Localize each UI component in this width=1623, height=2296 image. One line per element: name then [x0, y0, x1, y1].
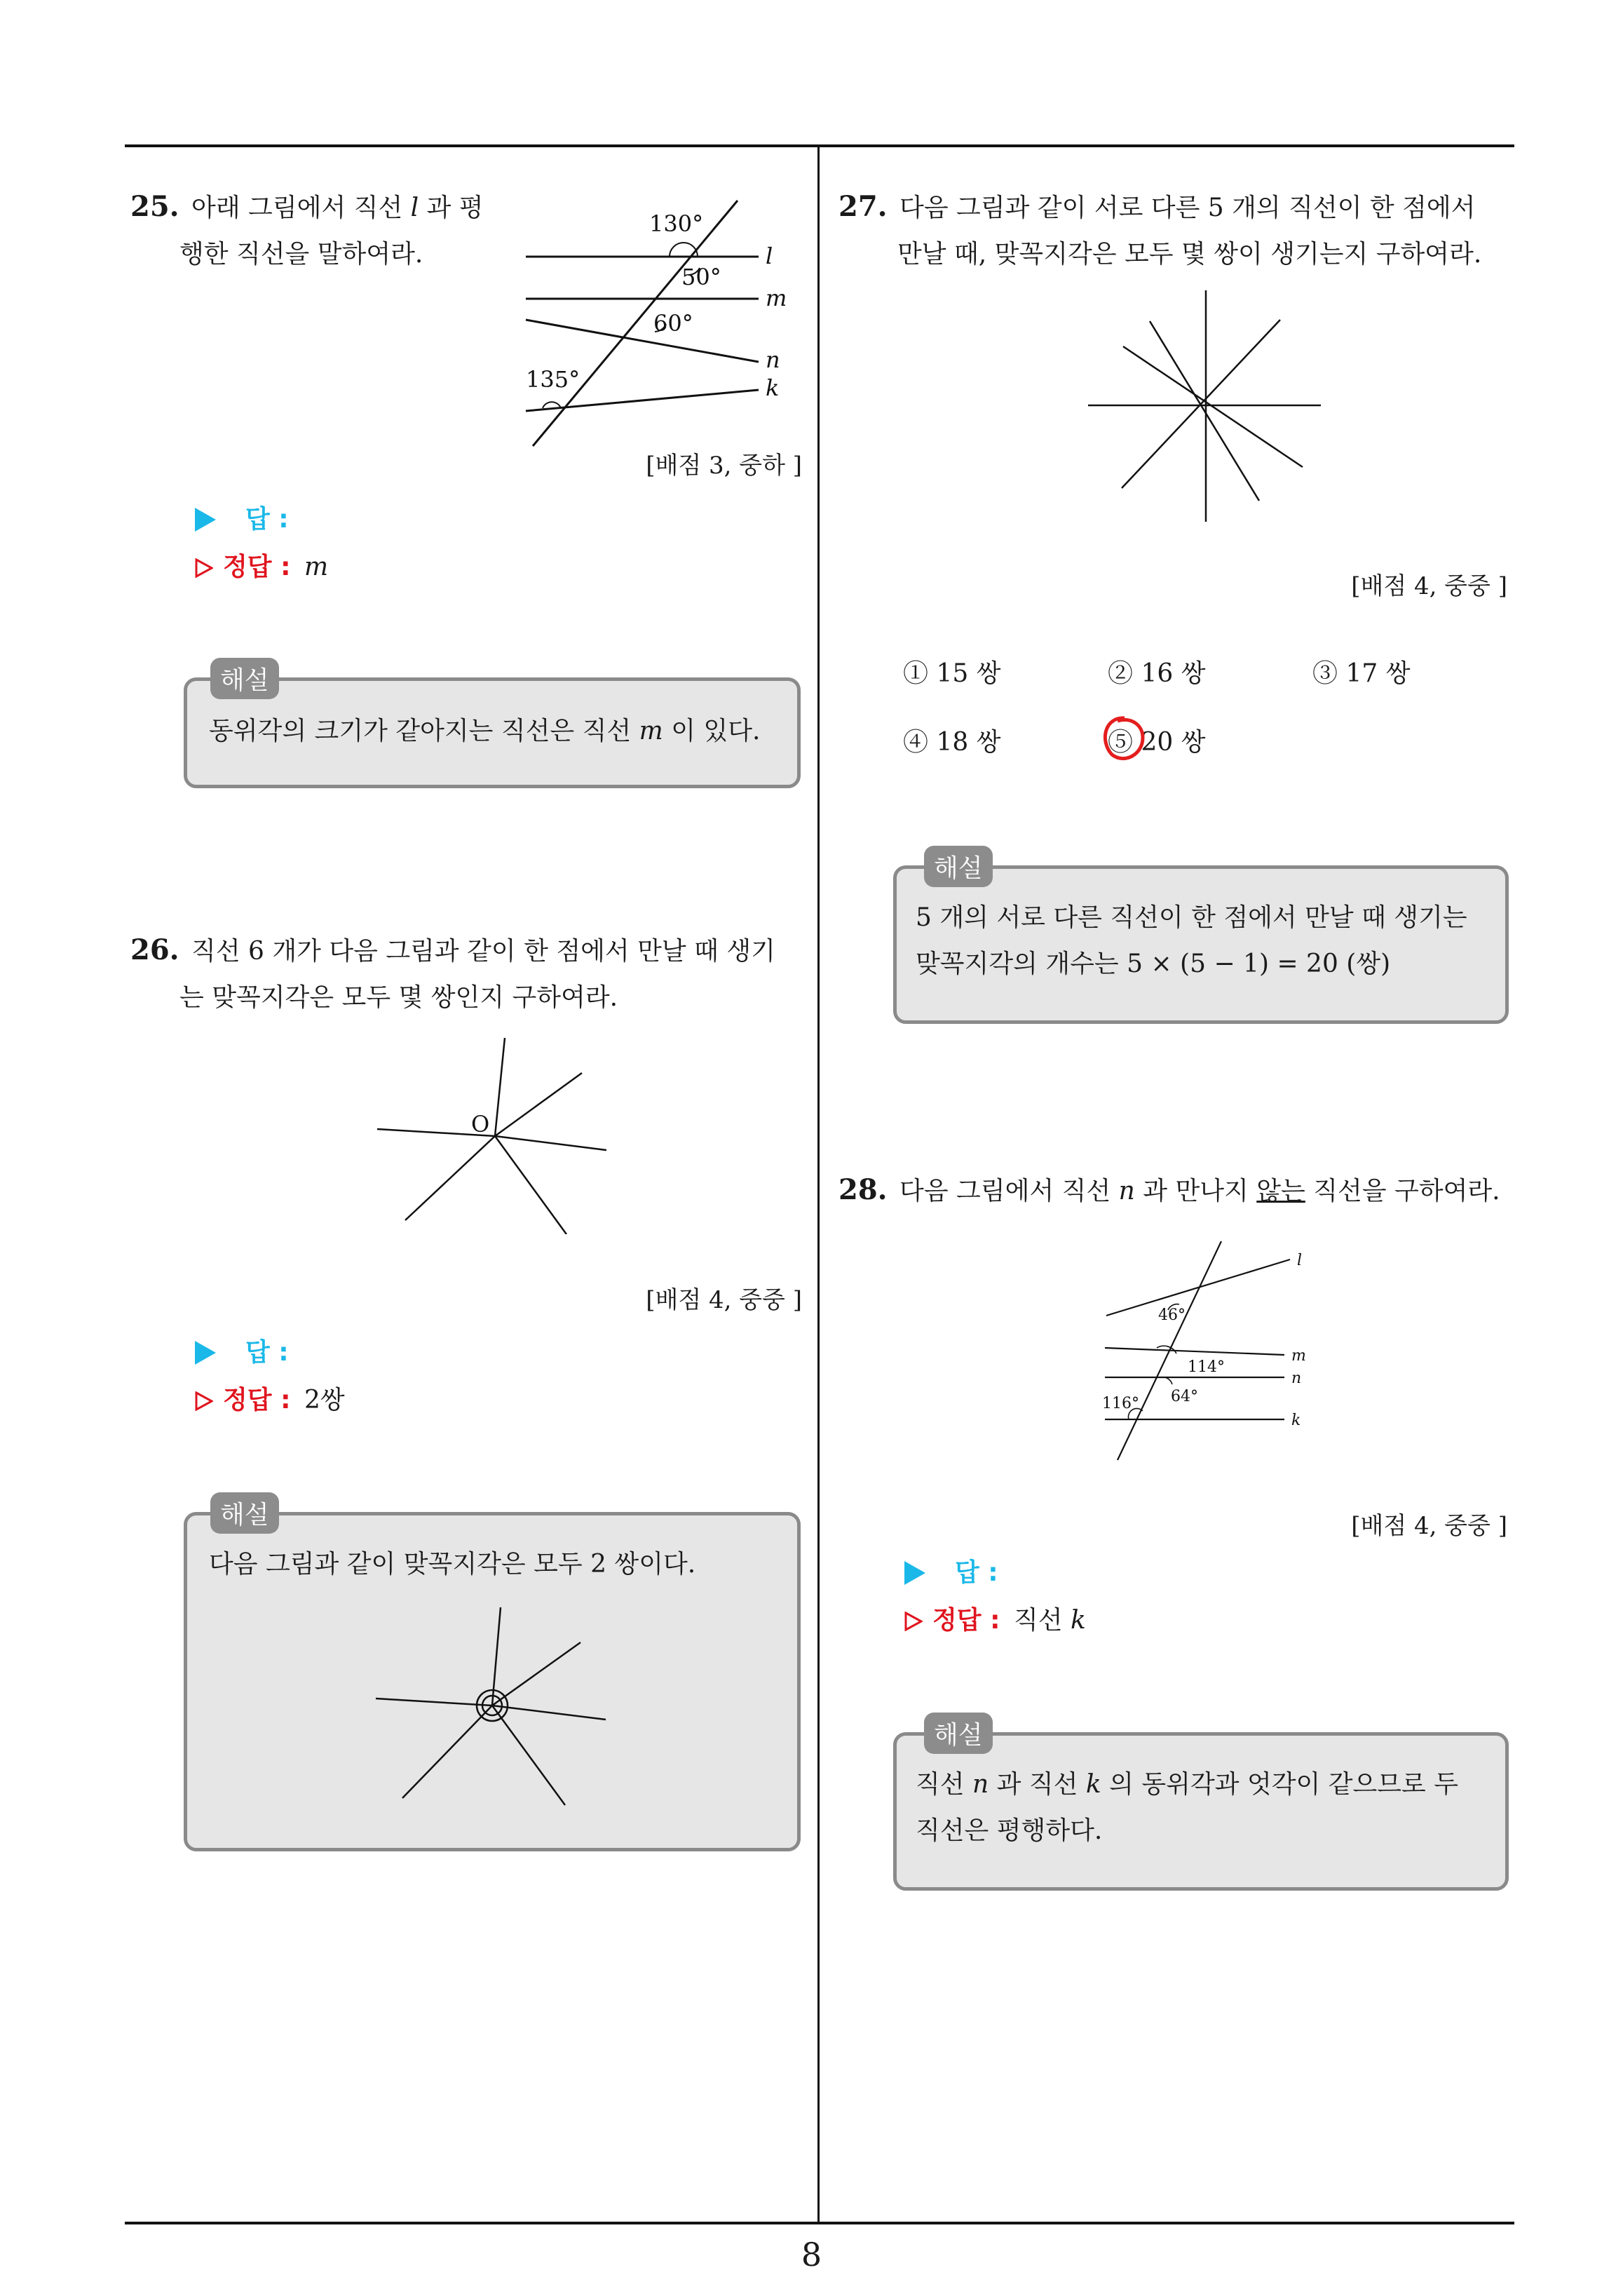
q28-angle-46: 46° [1158, 1306, 1186, 1324]
q25-explain-a: 동위각의 크기가 같아지는 직선은 직선 [209, 717, 632, 745]
q25-question [130, 184, 509, 278]
q28-explain-tag: 해설 [924, 1713, 993, 1754]
q28-correct-var: k [1070, 1606, 1086, 1635]
q25-label-n: n [766, 346, 780, 373]
q25-transversal [533, 201, 738, 446]
q25-angle-60: 60° [653, 310, 693, 337]
choice-text: 15 쌍 [936, 659, 1001, 688]
q25-answer-row [195, 499, 289, 535]
q26-ray-5 [405, 1136, 495, 1220]
q25-number: 25. [130, 190, 179, 223]
q27-line-4 [1150, 321, 1259, 501]
q26-point-label: O [471, 1111, 490, 1137]
q26-figure [372, 1031, 617, 1234]
q28-label-n: n [1291, 1370, 1302, 1387]
q25-answer-label: 답 : [245, 505, 289, 534]
q27-correct-circle-icon [1096, 713, 1148, 764]
q26-score: [배점 4, 중중 ] [646, 1286, 802, 1314]
column-divider [817, 144, 820, 2224]
q26-ray-3 [495, 1136, 606, 1150]
q25-label-k: k [766, 374, 780, 401]
q28-angle-114: 114° [1188, 1358, 1225, 1376]
q25-angle-130: 130° [649, 210, 704, 237]
q28-label-k: k [1291, 1412, 1301, 1429]
q25-label-m: m [766, 285, 787, 311]
q27-choice-1[interactable] [903, 654, 1001, 689]
q26-explain-tag: 해설 [210, 1492, 279, 1534]
q28-correct-text: 직선 [1013, 1606, 1063, 1635]
choice-text: 18 쌍 [936, 728, 1001, 757]
q25-text-a: 아래 그림에서 직선 [191, 194, 403, 222]
q27-text-b: 만날 때, 맞꼭지각은 모두 몇 쌍이 생기는지 구하여라. [897, 240, 1482, 269]
q28-explain-text [916, 1762, 1458, 1854]
q27-question [838, 184, 1512, 278]
q27-text-a: 다음 그림과 같이 서로 다른 5 개의 직선이 한 점에서 [899, 194, 1476, 222]
q28-text-a: 다음 그림에서 직선 [899, 1177, 1111, 1206]
q25-label-l: l [766, 243, 773, 269]
choice-mark: ① [903, 659, 929, 688]
play-icon [195, 508, 216, 532]
q27-choice-4[interactable] [903, 722, 1001, 758]
choice-mark: ③ [1312, 659, 1338, 688]
q27-line-3 [1123, 346, 1303, 467]
choice-mark: ④ [903, 728, 929, 757]
q27-choice-3[interactable] [1312, 654, 1411, 689]
q27-explain-text [916, 895, 1467, 987]
q25-text-b: 과 평 [426, 194, 484, 222]
q26-text-a: 직선 6 개가 다음 그림과 같이 한 점에서 만날 때 생기 [191, 937, 775, 966]
q27-score: [배점 4, 중중 ] [1351, 572, 1507, 600]
q26-number: 26. [130, 933, 179, 966]
q26-question [130, 927, 803, 1021]
q26-ray-4 [495, 1136, 566, 1234]
outline-play-icon [195, 558, 213, 578]
q28-correct-label: 정답 : [932, 1606, 1000, 1635]
q27-explain-a: 5 개의 서로 다른 직선이 한 점에서 만날 때 생기는 [916, 903, 1467, 932]
q26-correct-row [195, 1380, 345, 1416]
q28-explain-a2: 과 직선 [996, 1770, 1078, 1799]
top-rule [125, 144, 1514, 147]
q28-angle-64: 64° [1171, 1388, 1198, 1405]
q27-explain-tag: 해설 [924, 846, 993, 887]
q28-score: [배점 4, 중중 ] [1351, 1512, 1507, 1540]
q25-angle-135: 135° [526, 366, 580, 393]
q26-answer-label: 답 : [245, 1338, 289, 1367]
q28-line-l [1106, 1260, 1290, 1316]
q26-ray-2 [495, 1073, 582, 1136]
q25-var-l: l [410, 194, 419, 222]
choice-mark: ② [1108, 659, 1134, 688]
q25-text-c: 행한 직선을 말하여라. [179, 240, 423, 269]
q27-number: 27. [838, 190, 888, 223]
q28-text-b: 과 만나지 [1143, 1177, 1249, 1206]
q28-explain-b: 직선은 평행하다. [916, 1816, 1103, 1845]
outline-play-icon [904, 1612, 923, 1631]
q28-number: 28. [838, 1173, 888, 1206]
choice-text: 20 쌍 [1141, 728, 1206, 757]
q28-label-l: l [1297, 1252, 1303, 1269]
q28-underline-text: 않는 [1256, 1177, 1305, 1206]
q27-line-5 [1122, 320, 1280, 488]
choice-text: 17 쌍 [1345, 659, 1411, 688]
q25-figure [512, 189, 813, 456]
q28-correct-row [904, 1600, 1086, 1636]
q26-ray-1 [495, 1038, 505, 1136]
q28-answer-label: 답 : [955, 1558, 998, 1587]
q25-explain-tag: 해설 [210, 658, 279, 699]
bottom-rule [125, 2222, 1514, 2224]
q28-line-m [1105, 1348, 1284, 1355]
q26-correct-label: 정답 : [223, 1386, 291, 1414]
q28-figure [1101, 1234, 1325, 1466]
q25-correct-value: m [304, 553, 329, 581]
choice-mark: ⑤ [1108, 728, 1134, 757]
q25-line-n [526, 320, 759, 362]
page-number: 8 [801, 2236, 822, 2274]
q25-explain-var: m [639, 717, 663, 745]
q28-answer-row [904, 1553, 998, 1588]
q26-answer-row [195, 1332, 289, 1368]
q28-var-n: n [1118, 1177, 1135, 1206]
q25-explain-text [209, 708, 760, 755]
q26-explain-text: 다음 그림과 같이 맞꼭지각은 모두 2 쌍이다. [209, 1550, 696, 1579]
q28-label-m: m [1291, 1347, 1306, 1365]
q28-transversal-1 [1118, 1241, 1221, 1460]
q28-explain-v1: n [972, 1770, 989, 1799]
q26-explain-figure [372, 1600, 617, 1811]
q26-text-b: 는 맞꼭지각은 모두 몇 쌍인지 구하여라. [179, 983, 618, 1012]
q27-explain-b: 맞꼭지각의 개수는 5 × (5 − 1) = 20 (쌍) [916, 950, 1391, 978]
q27-choice-2[interactable] [1108, 654, 1206, 689]
q25-angle-50: 50° [681, 264, 721, 290]
q26-correct-value: 2쌍 [304, 1386, 345, 1414]
q27-figure [1080, 288, 1325, 526]
q25-correct-label: 정답 : [223, 553, 291, 581]
q28-question [838, 1167, 1512, 1215]
q28-explain-v2: k [1085, 1770, 1101, 1799]
q25-score: [배점 3, 중하 ] [646, 452, 802, 480]
play-icon [904, 1561, 925, 1585]
q25-correct-row [195, 547, 328, 583]
outline-play-icon [195, 1391, 213, 1411]
q25-explain-b: 이 있다. [671, 717, 761, 745]
q28-explain-a1: 직선 [916, 1770, 965, 1799]
q28-angle-116: 116° [1102, 1395, 1139, 1412]
q28-text-c: 직선을 구하여라. [1313, 1177, 1500, 1206]
choice-text: 16 쌍 [1141, 659, 1206, 688]
play-icon [195, 1341, 216, 1365]
q28-explain-a3: 의 동위각과 엇각이 같으므로 두 [1109, 1770, 1459, 1799]
